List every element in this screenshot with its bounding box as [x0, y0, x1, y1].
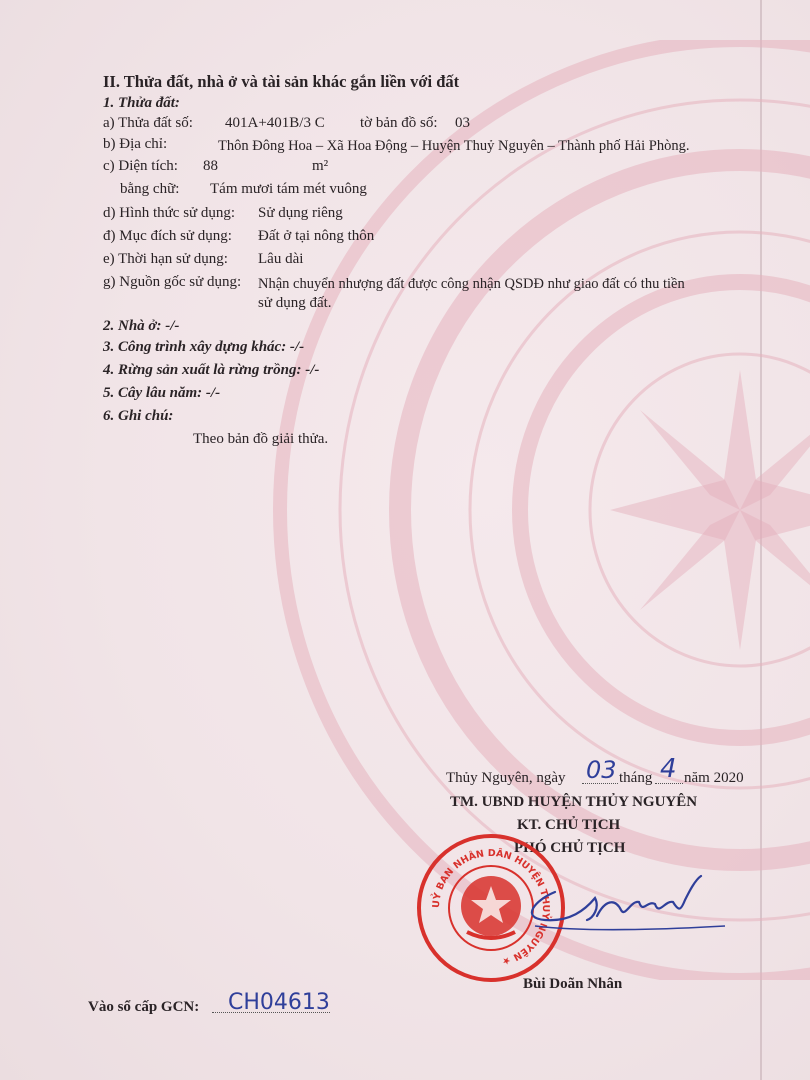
date-month: 4 — [660, 754, 677, 784]
month-label: tháng — [619, 770, 653, 786]
usage-form-label: d) Hình thức sử dụng: — [103, 205, 236, 221]
area-unit: m² — [312, 158, 329, 174]
origin-value-line1: Nhận chuyển nhượng đất được công nhận QSDĐ như giao đất có thu tiền — [258, 276, 685, 292]
role-2: PHÓ CHỦ TỊCH — [514, 840, 626, 856]
map-label: tờ bản đồ số: — [360, 115, 438, 131]
house-line: 2. Nhà ở: -/- — [103, 318, 180, 334]
construction-line: 3. Công trình xây dựng khác: -/- — [103, 339, 305, 355]
map-value: 03 — [455, 115, 470, 131]
svg-text:UỶ BAN NHÂN DÂN HUYỆN THUỶ NGU: UỶ BAN NHÂN DÂN HUYỆN THUỶ NGUYÊN ★ — [430, 847, 552, 967]
place-date-prefix: Thủy Nguyên, ngày — [446, 770, 566, 786]
signature-icon — [475, 870, 735, 940]
term-label: e) Thời hạn sử dụng: — [103, 251, 228, 267]
notes-heading: 6. Ghi chú: — [103, 408, 174, 424]
address-value: Thôn Đông Hoa – Xã Hoa Động – Huyện Thuỷ Nguyên – Thành phố Hải Phòng. — [218, 138, 690, 154]
term-value: Lâu dài — [258, 251, 304, 267]
section-title: II. Thửa đất, nhà ở và tài sản khác gắn liền với đất — [103, 72, 460, 91]
usage-form-value: Sử dụng riêng — [258, 205, 343, 221]
signer-name: Bùi Doãn Nhân — [523, 976, 623, 992]
date-day: 03 — [586, 756, 617, 784]
origin-label: g) Nguồn gốc sử dụng: — [103, 274, 242, 290]
register-number: CH04613 — [228, 990, 330, 1015]
purpose-label: đ) Mục đích sử dụng: — [103, 228, 232, 244]
parcel-label: a) Thửa đất số: — [103, 115, 193, 131]
org-name: TM. UBND HUYỆN THỦY NGUYÊN — [450, 794, 698, 810]
register-label: Vào sổ cấp GCN: — [88, 999, 200, 1015]
origin-value-line2: sử dụng đất. — [258, 295, 332, 311]
area-label: c) Diện tích: — [103, 158, 178, 174]
purpose-value: Đất ở tại nông thôn — [258, 228, 375, 244]
address-label: b) Địa chỉ: — [103, 136, 168, 152]
area-words-label: bằng chữ: — [120, 181, 180, 197]
area-value: 88 — [203, 158, 218, 174]
forest-line: 4. Rừng sản xuất là rừng trồng: -/- — [103, 362, 320, 378]
role-1: KT. CHỦ TỊCH — [517, 817, 621, 833]
parcel-value: 401A+401B/3 C — [225, 115, 325, 131]
perennial-line: 5. Cây lâu năm: -/- — [103, 385, 221, 401]
notes-text: Theo bản đồ giải thửa. — [193, 431, 329, 447]
area-words-value: Tám mươi tám mét vuông — [210, 181, 367, 197]
year-text: năm 2020 — [684, 770, 744, 786]
land-heading: 1. Thửa đất: — [103, 95, 180, 111]
